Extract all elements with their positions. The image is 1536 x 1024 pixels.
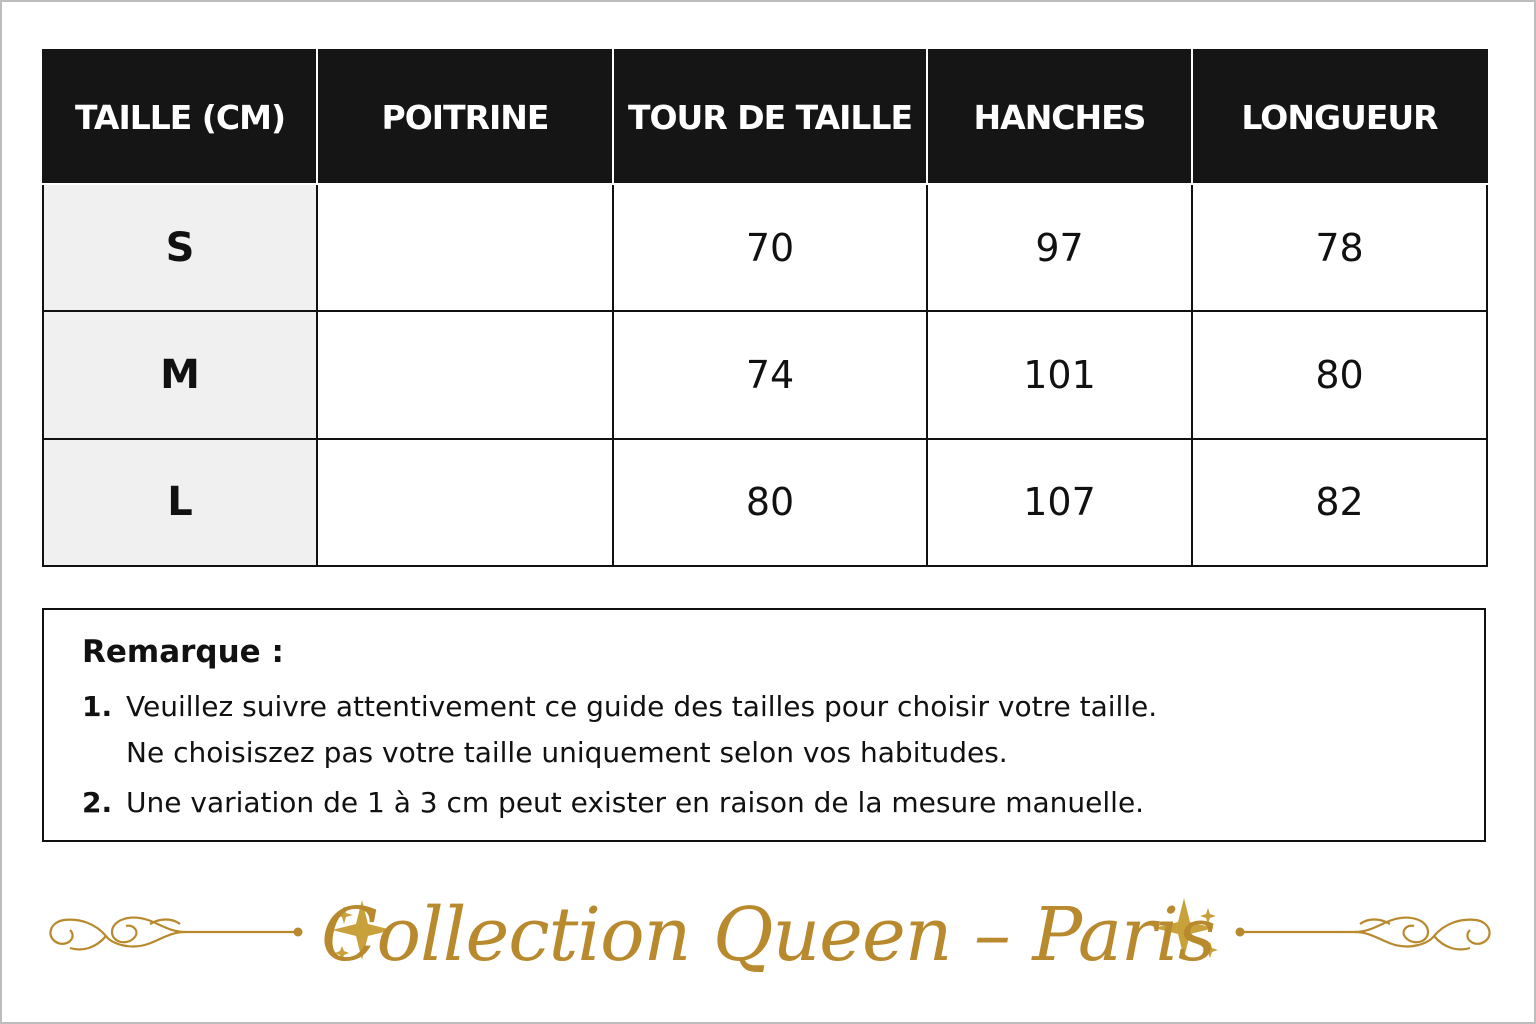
tour-de-taille-cell: 80 <box>613 439 927 566</box>
hanches-cell: 97 <box>927 184 1192 311</box>
longueur-cell: 82 <box>1192 439 1487 566</box>
poitrine-cell <box>317 439 613 566</box>
note-item-text <box>126 780 1144 826</box>
longueur-cell: 78 <box>1192 184 1487 311</box>
note-item-number: 1. <box>82 690 113 723</box>
hanches-cell: 107 <box>927 439 1192 566</box>
note-item-number: 2. <box>82 786 113 819</box>
note-line: Ne choisiszez pas votre taille uniquement selon vos habitudes. <box>126 736 1008 769</box>
brand-title: Collection Queen – Paris <box>320 892 1216 978</box>
table-header-row <box>43 50 1487 184</box>
note-box <box>42 608 1486 842</box>
header-tour-de-taille: TOUR DE TAILLE <box>613 50 927 184</box>
poitrine-cell <box>317 184 613 311</box>
size-cell: S <box>43 184 317 311</box>
header-hanches: HANCHES <box>927 50 1192 184</box>
tour-de-taille-cell: 70 <box>613 184 927 311</box>
longueur-cell: 80 <box>1192 311 1487 438</box>
header-taille: TAILLE (CM) <box>43 50 317 184</box>
size-cell: L <box>43 439 317 566</box>
note-title: Remarque : <box>82 634 284 670</box>
poitrine-cell <box>317 311 613 438</box>
table-row <box>43 439 1487 566</box>
table-row <box>43 311 1487 438</box>
table-row <box>43 184 1487 311</box>
header-poitrine: POITRINE <box>317 50 613 184</box>
brand-footer <box>0 880 1536 990</box>
header-longueur: LONGUEUR <box>1192 50 1487 184</box>
size-chart-table <box>42 49 1488 567</box>
note-item-text <box>126 684 1157 776</box>
tour-de-taille-cell: 74 <box>613 311 927 438</box>
note-line: Veuillez suivre attentivement ce guide des tailles pour choisir votre taille. <box>126 690 1158 723</box>
hanches-cell: 101 <box>927 311 1192 438</box>
size-cell: M <box>43 311 317 438</box>
note-line: Une variation de 1 à 3 cm peut exister en raison de la mesure manuelle. <box>126 786 1145 819</box>
